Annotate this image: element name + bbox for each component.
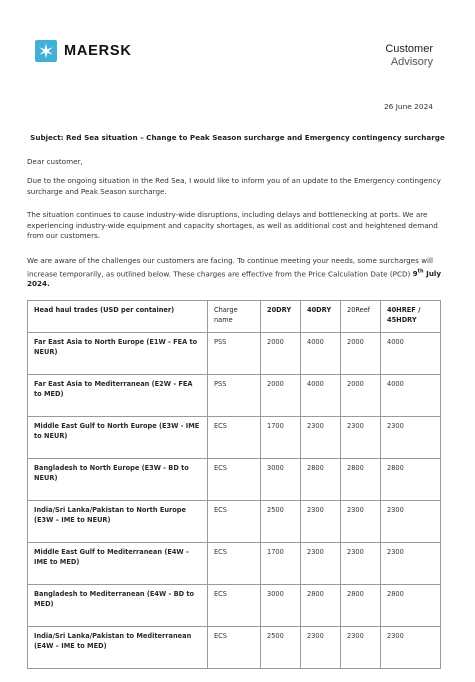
- document-type: [385, 43, 433, 69]
- rate-20dry: 3000: [261, 585, 301, 627]
- charge-cell: ECS: [208, 543, 261, 585]
- header-charge-name: Charge name: [208, 301, 261, 333]
- paragraph-1: Due to the ongoing situation in the Red Sea, I would like to inform you of an update to the Emergency contingency surcharge and Peak Season surcharge.: [27, 176, 441, 196]
- header-40href: 40HREF / 45HDRY: [381, 301, 441, 333]
- charge-cell: ECS: [208, 501, 261, 543]
- trade-cell: Far East Asia to Mediterranean (E2W - FEA to MED): [28, 375, 208, 417]
- rate-20reef: 2000: [341, 333, 381, 375]
- header-20dry: 20DRY: [261, 301, 301, 333]
- trade-cell: Middle East Gulf to Mediterranean (E4W - IME to MED): [28, 543, 208, 585]
- rate-40dry: 4000: [301, 333, 341, 375]
- charge-cell: ECS: [208, 627, 261, 669]
- rate-40href: 4000: [381, 375, 441, 417]
- trade-cell: India/Sri Lanka/Pakistan to Mediterranean (E4W – IME to MED): [28, 627, 208, 669]
- trade-cell: Bangladesh to North Europe (E3W - BD to NEUR): [28, 459, 208, 501]
- table-row: [28, 459, 441, 501]
- effective-date: 9th July 2024.: [27, 268, 442, 289]
- rate-40dry: 2800: [301, 459, 341, 501]
- charge-cell: PSS: [208, 375, 261, 417]
- rate-20reef: 2300: [341, 501, 381, 543]
- charge-cell: ECS: [208, 459, 261, 501]
- rate-20reef: 2300: [341, 543, 381, 585]
- rate-20dry: 2000: [261, 333, 301, 375]
- charge-cell: PSS: [208, 333, 261, 375]
- rate-40dry: 4000: [301, 375, 341, 417]
- table-header-row: [28, 301, 441, 333]
- header-20reef: 20Reef: [341, 301, 381, 333]
- table-row: [28, 585, 441, 627]
- greeting: Dear customer,: [27, 157, 83, 166]
- rate-40href: 2300: [381, 543, 441, 585]
- rate-20reef: 2300: [341, 627, 381, 669]
- trade-cell: Bangladesh to Mediterranean (E4W - BD to MED): [28, 585, 208, 627]
- trade-cell: Middle East Gulf to North Europe (E3W - IME to NEUR): [28, 417, 208, 459]
- rate-40dry: 2800: [301, 585, 341, 627]
- table-row: [28, 543, 441, 585]
- table-row: [28, 417, 441, 459]
- table-row: [28, 501, 441, 543]
- rate-20dry: 1700: [261, 417, 301, 459]
- rate-20reef: 2300: [341, 417, 381, 459]
- table-row: [28, 627, 441, 669]
- charge-cell: ECS: [208, 585, 261, 627]
- maersk-logo: [35, 40, 132, 62]
- rate-20dry: 2500: [261, 501, 301, 543]
- rate-40href: 4000: [381, 333, 441, 375]
- letter-subject: Subject: Red Sea situation – Change to Peak Season surcharge and Emergency contingency surcharge: [30, 133, 445, 142]
- rate-20dry: 3000: [261, 459, 301, 501]
- rate-40href: 2800: [381, 459, 441, 501]
- rate-40href: 2300: [381, 627, 441, 669]
- rate-40dry: 2300: [301, 543, 341, 585]
- letter-date: 26 June 2024: [383, 102, 433, 111]
- rate-20dry: 1700: [261, 543, 301, 585]
- advisory-line-1: Customer: [385, 43, 433, 55]
- paragraph-3-text: We are aware of the challenges our customers are facing. To continue meeting your needs, some surcharges will increase temporarily, as outlined below. These charges are effective from the Price Calculation Date (PCD): [27, 256, 433, 278]
- header-trade: Head haul trades (USD per container): [28, 301, 208, 333]
- rate-20reef: 2800: [341, 585, 381, 627]
- rate-40dry: 2300: [301, 417, 341, 459]
- rate-40dry: 2300: [301, 627, 341, 669]
- rate-40dry: 2300: [301, 501, 341, 543]
- charge-cell: ECS: [208, 417, 261, 459]
- star-icon: [35, 40, 57, 62]
- rate-40href: 2800: [381, 585, 441, 627]
- header-40dry: 40DRY: [301, 301, 341, 333]
- table-row: [28, 333, 441, 375]
- trade-cell: Far East Asia to North Europe (E1W - FEA to NEUR): [28, 333, 208, 375]
- surcharge-table: [27, 300, 441, 669]
- paragraph-2: The situation continues to cause industry-wide disruptions, including delays and bottlenecking at ports. We are experiencing industry-wide equipment and capacity shortages, as well as additional cost and heightened demand from our customers.: [27, 210, 438, 240]
- rate-40href: 2300: [381, 417, 441, 459]
- advisory-line-2: Advisory: [390, 56, 433, 68]
- brand-name: MAERSK: [64, 43, 132, 59]
- rate-40href: 2300: [381, 501, 441, 543]
- paragraph-3: [27, 256, 442, 290]
- rate-20dry: 2000: [261, 375, 301, 417]
- table-row: [28, 375, 441, 417]
- rate-20reef: 2000: [341, 375, 381, 417]
- rate-20reef: 2800: [341, 459, 381, 501]
- rate-20dry: 2500: [261, 627, 301, 669]
- trade-cell: India/Sri Lanka/Pakistan to North Europe (E3W – IME to NEUR): [28, 501, 208, 543]
